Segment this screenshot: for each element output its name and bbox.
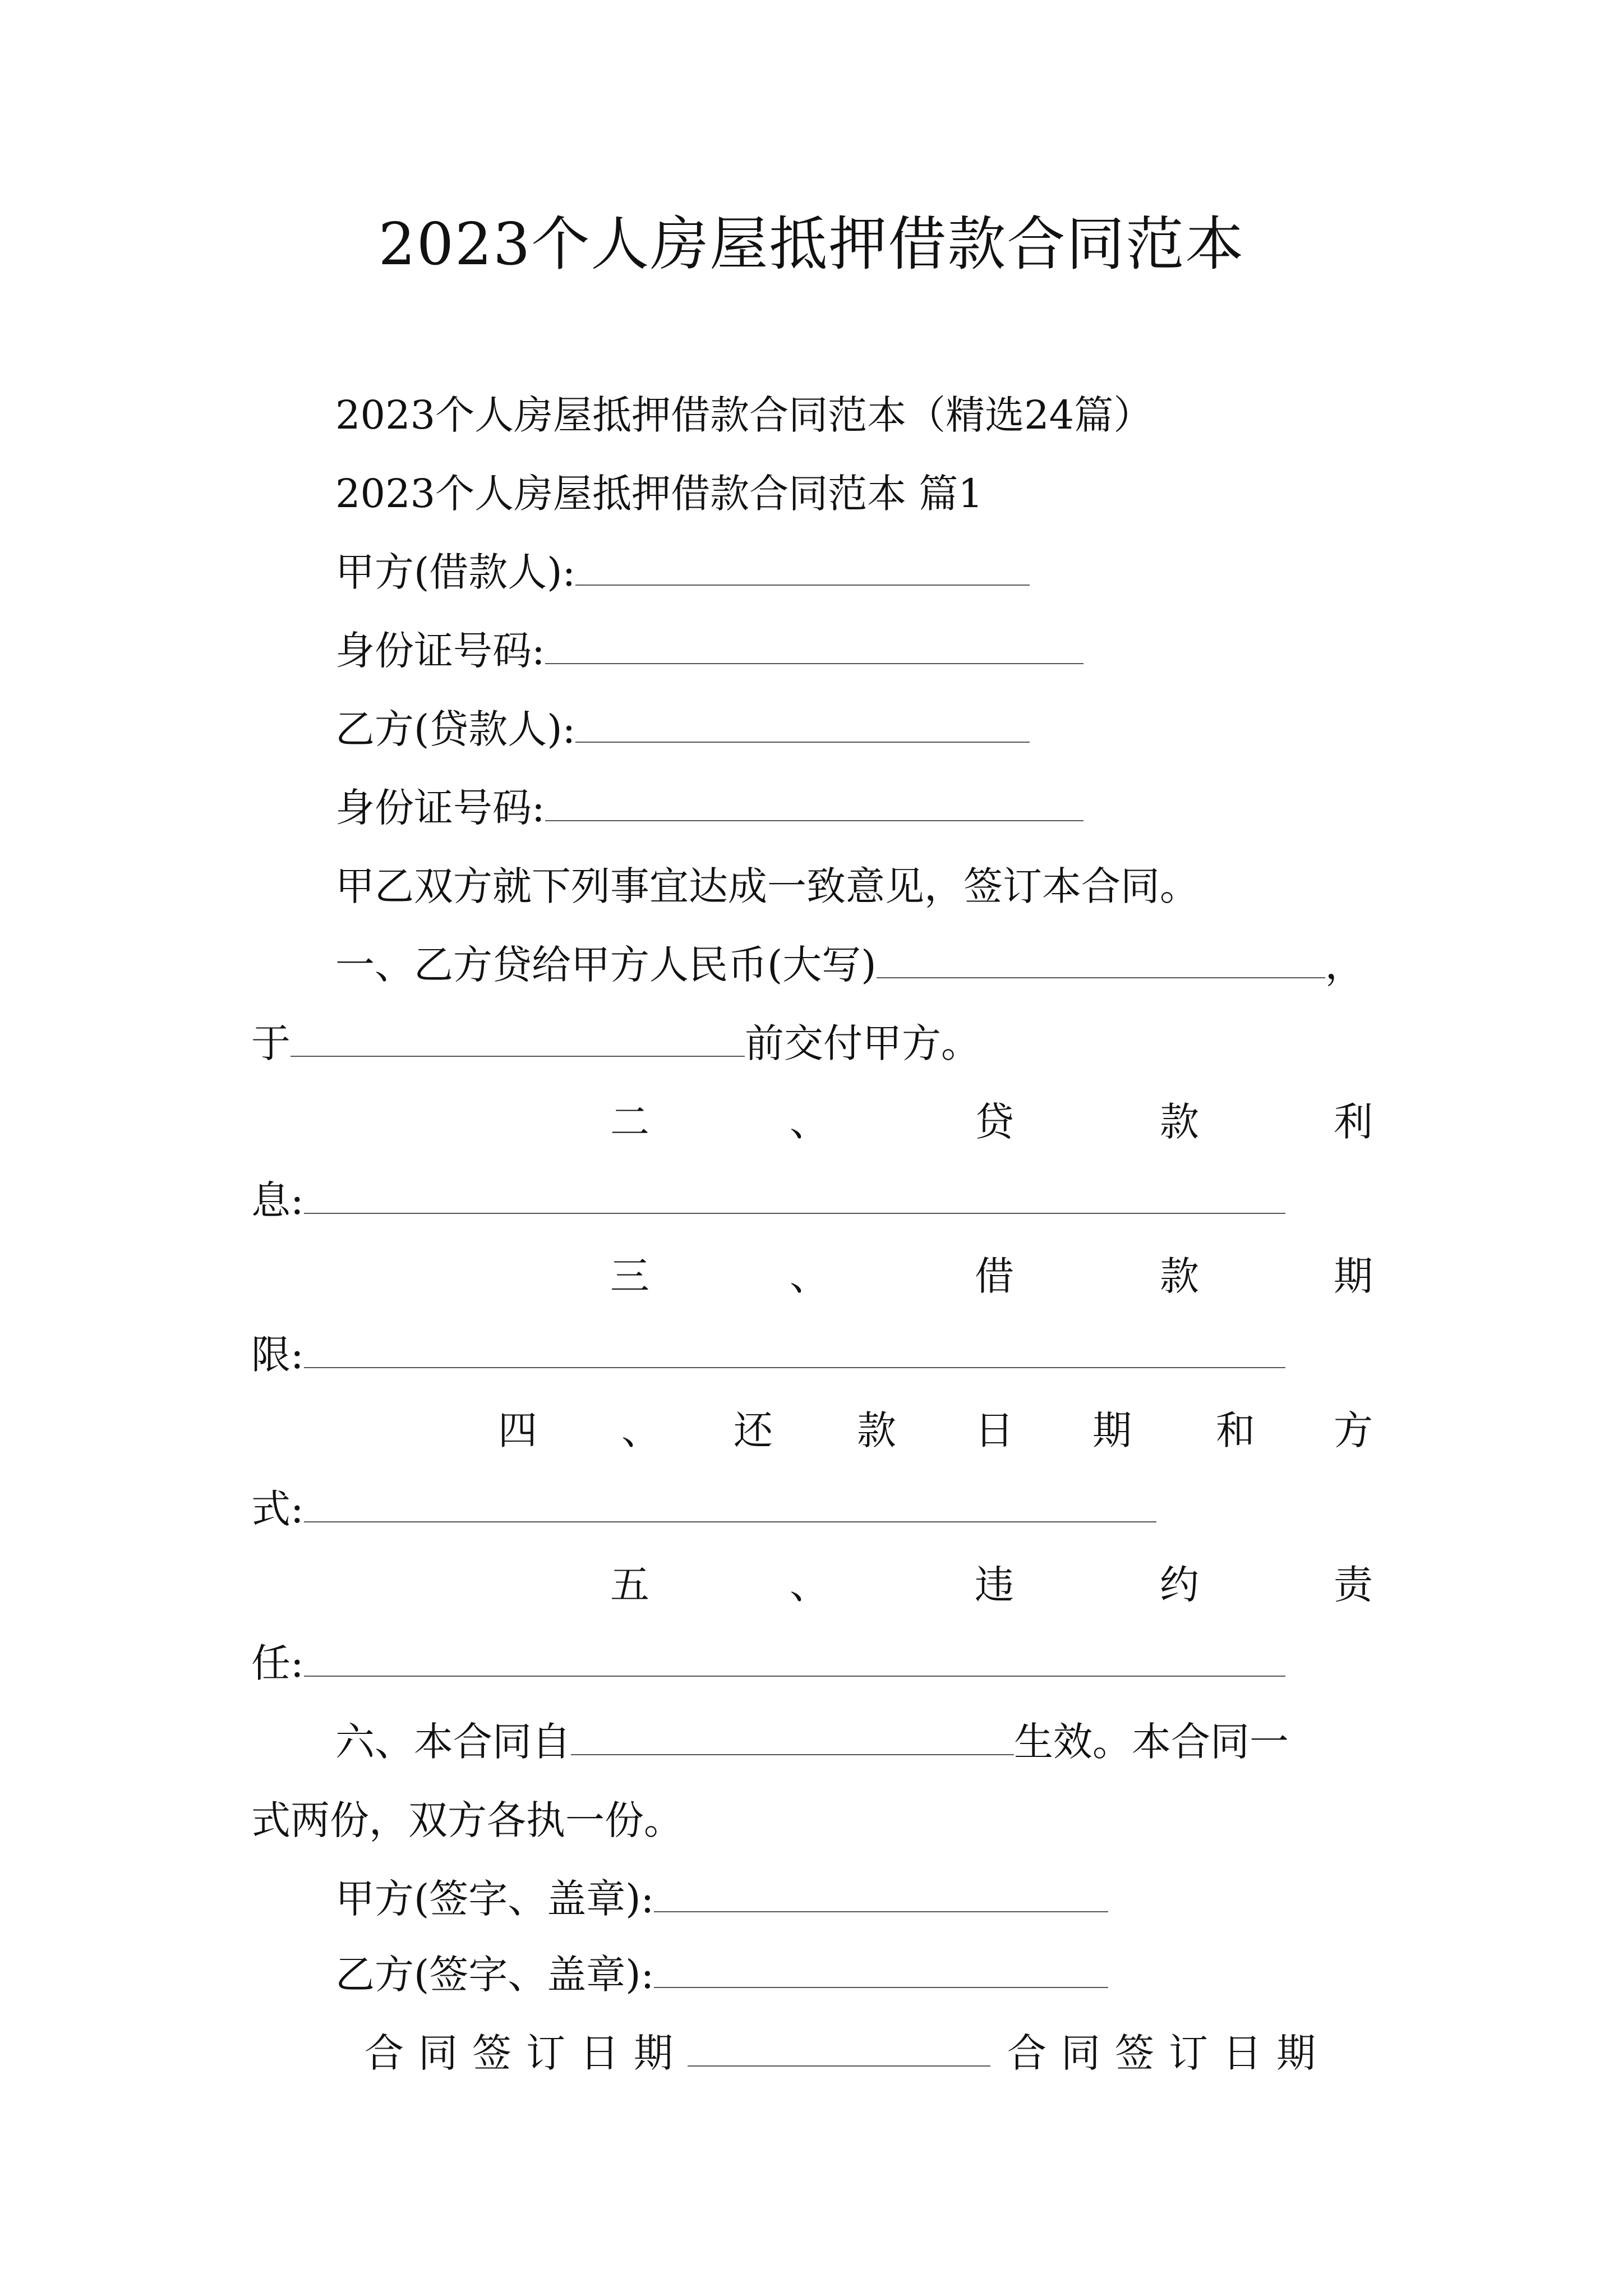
clause-5-char: 违 — [975, 1562, 1014, 1608]
signing-date-line — [365, 2019, 1486, 2087]
clause-1-continued — [251, 1010, 1373, 1077]
clause-3-char: 三 — [610, 1253, 649, 1299]
clause-5-tail-line — [251, 1630, 1373, 1697]
signing-date-label-2: 合同签订日期 — [1007, 2030, 1330, 2076]
document-title: 2023个人房屋抵押借款合同范本 — [378, 210, 1245, 278]
party-b-label: 乙方(贷款人): — [335, 706, 576, 752]
clause-3-tail: 限: — [251, 1332, 304, 1378]
clause-4-tail-line — [251, 1475, 1373, 1543]
party-a-label: 甲方(借款人): — [335, 549, 576, 595]
clause-1-text: 一、乙方贷给甲方人民币(大写) — [335, 942, 877, 988]
party-b-id-label: 身份证号码: — [335, 785, 545, 831]
clause-4-char: 方 — [1334, 1407, 1373, 1453]
clause-2-char: 、 — [790, 1099, 829, 1145]
party-b-id-line — [335, 774, 1457, 841]
clause-4-char: 期 — [1092, 1407, 1132, 1453]
clause-1-prefix: 于 — [251, 1020, 291, 1066]
clause-6-continued: 式两份，双方各执一份。 — [251, 1797, 683, 1843]
clause-4-char: 和 — [1216, 1407, 1255, 1453]
clause-5-char: 责 — [1334, 1562, 1373, 1608]
sign-b-blank — [654, 1948, 1108, 1988]
party-a-id-label: 身份证号码: — [335, 628, 545, 674]
clause-4-char: 、 — [621, 1407, 661, 1453]
clause-2-spread — [251, 1088, 1373, 1156]
clause-3-tail-line — [251, 1321, 1373, 1388]
intro-line: 2023个人房屋抵押借款合同范本（精选24篇） — [335, 392, 1153, 438]
signing-date-blank — [688, 2026, 990, 2067]
clause-3-spread — [251, 1243, 1373, 1310]
clause-3-char: 借 — [975, 1253, 1014, 1299]
clause-4-char: 还 — [734, 1407, 773, 1453]
clause-2-char: 贷 — [975, 1099, 1014, 1145]
repayment-blank — [304, 1482, 1156, 1522]
clause-5-char: 、 — [790, 1562, 829, 1608]
clause-1-comma: ， — [1325, 942, 1364, 988]
clause-2-tail-line — [251, 1167, 1373, 1234]
effective-date-blank — [571, 1715, 1014, 1755]
clause-4-spread — [251, 1397, 1373, 1464]
clause-5-spread — [251, 1551, 1373, 1618]
clause-4-char: 款 — [857, 1407, 896, 1453]
party-a-id-blank — [545, 624, 1083, 664]
loan-amount-blank — [877, 938, 1325, 978]
party-b-blank — [575, 702, 1030, 743]
clause-6-text-a: 六、本合同自 — [335, 1719, 571, 1765]
agreement-line: 甲乙双方就下列事宜达成一致意见，签订本合同。 — [335, 863, 1199, 909]
sign-a-blank — [654, 1872, 1108, 1912]
clause-4-char: 日 — [975, 1407, 1014, 1453]
clause-2-char: 二 — [610, 1099, 649, 1145]
party-a-line — [335, 539, 1457, 606]
clause-4-char: 四 — [498, 1407, 537, 1453]
party-a-blank — [575, 545, 1030, 586]
clause-5-char: 五 — [610, 1562, 649, 1608]
clause-3-char: 、 — [790, 1253, 829, 1299]
signing-date-label-1: 合同签订日期 — [365, 2030, 688, 2076]
clause-6-line — [335, 1708, 1457, 1775]
clause-3-char: 期 — [1334, 1253, 1373, 1299]
party-b-line — [335, 696, 1457, 763]
liability-blank — [304, 1636, 1285, 1677]
interest-blank — [304, 1174, 1285, 1214]
sign-a-line — [335, 1865, 1457, 1932]
delivery-date-blank — [291, 1016, 745, 1057]
sign-b-label: 乙方(签字、盖章): — [335, 1952, 654, 1998]
clause-2-char: 利 — [1334, 1099, 1373, 1145]
term-blank — [304, 1328, 1285, 1368]
section-heading: 2023个人房屋抵押借款合同范本 篇1 — [335, 471, 983, 517]
clause-5-tail: 任: — [251, 1640, 304, 1686]
clause-1-suffix: 前交付甲方。 — [745, 1020, 980, 1066]
party-a-id-line — [335, 617, 1457, 684]
clause-4-tail: 式: — [251, 1486, 304, 1532]
clause-5-char: 约 — [1160, 1562, 1199, 1608]
clause-2-tail: 息: — [251, 1177, 304, 1223]
party-b-id-blank — [545, 781, 1083, 821]
clause-1-line — [335, 931, 1457, 999]
clause-3-char: 款 — [1160, 1253, 1199, 1299]
clause-6-text-b: 生效。本合同一 — [1014, 1719, 1289, 1765]
clause-2-char: 款 — [1160, 1099, 1199, 1145]
sign-b-line — [335, 1941, 1457, 2008]
sign-a-label: 甲方(签字、盖章): — [335, 1876, 654, 1922]
